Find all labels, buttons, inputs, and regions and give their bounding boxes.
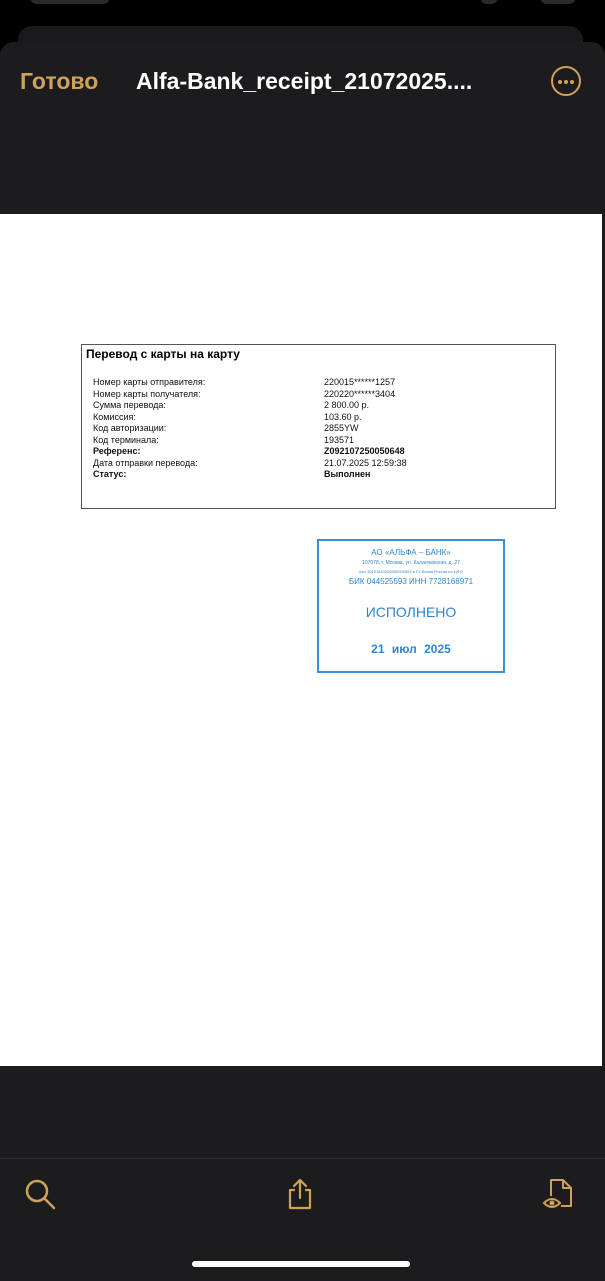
bank-stamp (317, 539, 505, 673)
row-value: 220220******3404 (324, 388, 396, 399)
receipt-row (93, 469, 553, 481)
row-value: 193571 (324, 434, 355, 445)
search-icon-graphic (22, 1176, 58, 1212)
row-value: 2 800.00 р. (324, 400, 370, 410)
receipt-row (93, 423, 553, 435)
row-label: Номер карты получателя: (93, 388, 201, 399)
done-button[interactable]: Готово (20, 68, 99, 94)
pdf-page[interactable] (0, 214, 602, 1066)
row-label: Код авторизации: (93, 423, 167, 433)
status-bar-time-remnant (30, 0, 110, 4)
receipt-row (93, 435, 553, 447)
document-eye-icon-graphic (541, 1176, 577, 1212)
more-options-icon[interactable] (551, 66, 581, 96)
home-indicator[interactable] (192, 1261, 410, 1267)
row-value: 2855YW (324, 423, 359, 433)
stamp-address: 107078, г. Москва, ул. Каланчевская, д. 27 (362, 560, 460, 566)
stamp-bank-name: АО «АЛЬФА – БАНК» (371, 548, 451, 557)
row-value: 220015******1257 (324, 377, 396, 387)
row-label: Дата отправки перевода: (93, 457, 198, 468)
document-eye-icon[interactable] (541, 1176, 577, 1212)
document-title: Alfa-Bank_receipt_21072025.... (136, 68, 473, 94)
receipt-row (93, 446, 553, 458)
more-dot (570, 80, 574, 84)
receipt-row (93, 412, 553, 424)
row-label: Код терминала: (93, 434, 159, 445)
receipt-row (93, 400, 553, 412)
receipt-box (81, 344, 556, 509)
row-value: Выполнен (324, 469, 371, 479)
stamp-codes: БИК 044525593 ИНН 7728168971 (348, 577, 474, 586)
status-bar-signal-remnant (480, 0, 498, 4)
row-label: Комиссия: (93, 411, 136, 422)
row-value: 21.07.2025 12:59:38 (324, 457, 407, 468)
row-label: Референс: (93, 446, 141, 456)
share-icon-graphic (282, 1176, 318, 1212)
receipt-row (93, 458, 553, 470)
row-label: Сумма перевода: (93, 400, 166, 410)
more-dot (564, 80, 568, 84)
more-dot (558, 80, 562, 84)
receipt-row (93, 377, 553, 389)
status-bar (0, 0, 605, 28)
search-icon[interactable] (22, 1176, 58, 1212)
row-label: Номер карты отправителя: (93, 377, 206, 387)
receipt-row (93, 389, 553, 401)
stamp-status: ИСПОЛНЕНО (365, 604, 457, 620)
stamp-account: к/сч 30101810200000000593 в ГУ Банка России по ЦФО (359, 569, 463, 574)
row-value: 103.60 р. (324, 411, 362, 422)
row-label: Статус: (93, 469, 127, 479)
share-icon[interactable] (282, 1176, 318, 1212)
row-value: Z092107250050648 (324, 446, 405, 456)
stamp-date: 21 июл 2025 (371, 642, 451, 656)
receipt-title: Перевод с карты на карту (86, 347, 240, 361)
status-bar-battery-remnant (540, 0, 576, 4)
